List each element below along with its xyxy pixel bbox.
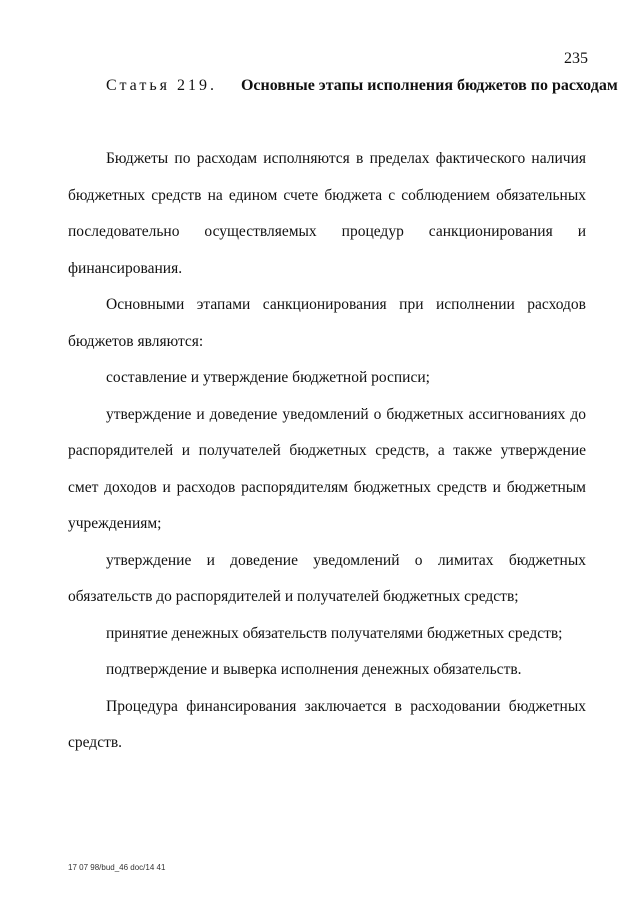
article-body (68, 141, 586, 762)
paragraph: Бюджеты по расходам исполняются в пределах фактического наличия бюджетных средств на едином счете бюджета с соблюдением обязательных последовательно осуществляемых процедур санкционирования и финансирования. (68, 150, 586, 277)
paragraph: Процедура финансирования заключается в расходовании бюджетных средств. (68, 697, 586, 751)
paragraph: составление и утверждение бюджетной росписи; (106, 369, 430, 386)
paragraph: Основными этапами санкционирования при исполнении расходов бюджетов являются: (68, 296, 586, 350)
paragraph: подтверждение и выверка исполнения денежных обязательств. (106, 661, 522, 678)
article-title: Основные этапы исполнения бюджетов по расходам (240, 77, 618, 94)
article-label: Статья 219. (106, 77, 217, 94)
page-number: 235 (564, 50, 588, 67)
article-heading (106, 77, 618, 95)
paragraph: принятие денежных обязательств получателями бюджетных средств; (106, 624, 563, 642)
paragraph: утверждение и доведение уведомлений о бюджетных ассигнованиях до распорядителей и получателей бюджетных средств, а также утверждение смет доходов и расходов распорядителям бюджетных средств и бюджетным учреждениям; (68, 405, 586, 532)
footer-file-code: 17 07 98/bud_46 doc/14 41 (68, 863, 166, 872)
paragraph: утверждение и доведение уведомлений о лимитах бюджетных обязательств до распорядителей и получателей бюджетных средств; (68, 551, 586, 605)
